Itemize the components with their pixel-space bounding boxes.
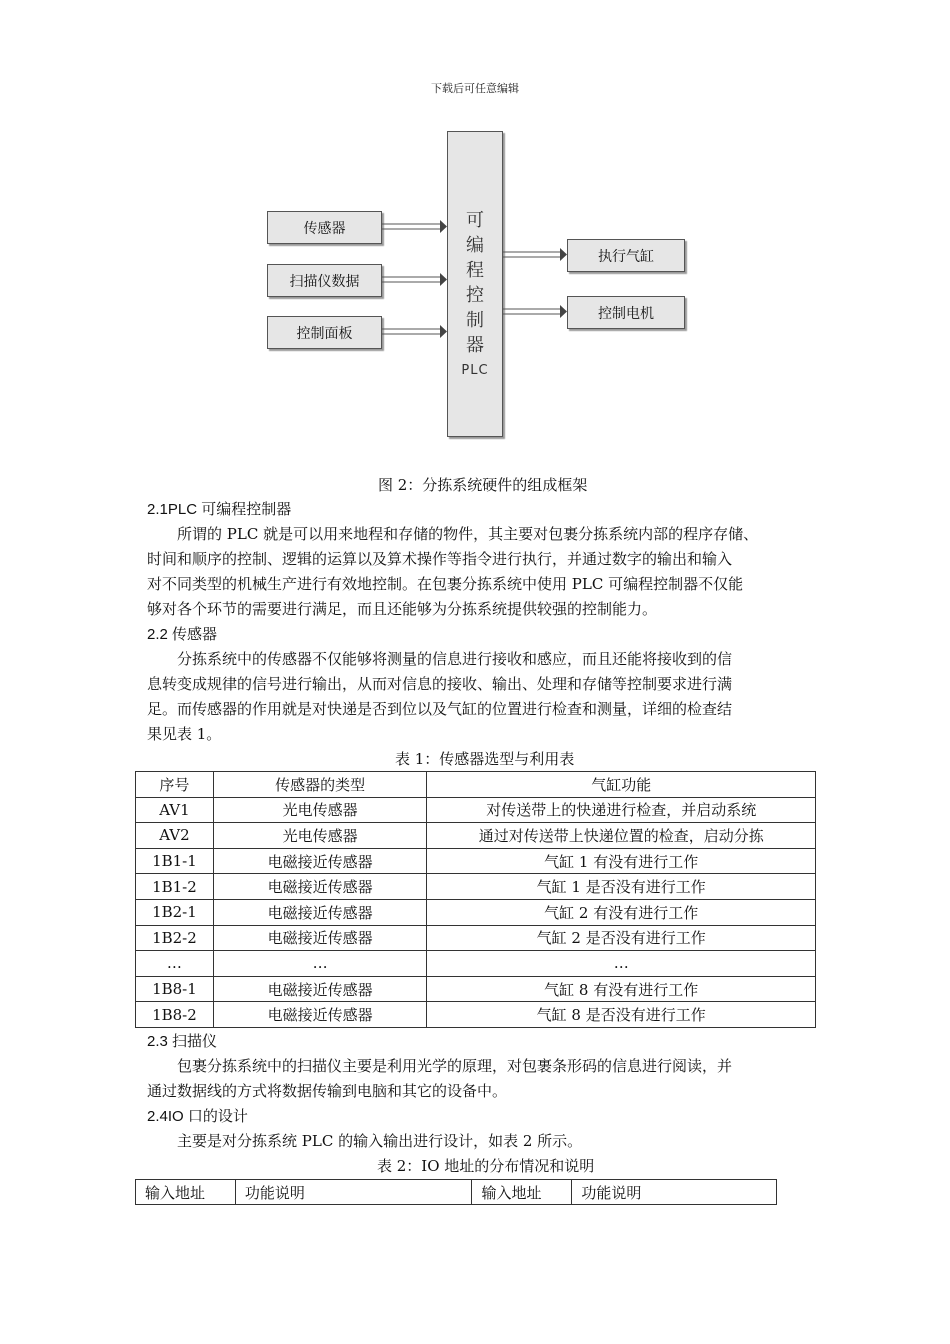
table-cell: 气缸 1 是否没有进行工作 xyxy=(427,874,816,900)
arrow-scanner xyxy=(382,277,441,282)
table-cell: 气缸 2 是否没有进行工作 xyxy=(427,925,816,951)
table-header-row xyxy=(136,1180,777,1205)
input-box-scanner: 扫描仪数据 xyxy=(267,264,382,297)
plc-char: 可 xyxy=(466,210,484,231)
table-cell: 1B8-2 xyxy=(136,1002,214,1028)
diagram-arrows xyxy=(0,0,950,460)
paragraph-line: 分拣系统中的传感器不仅能够将测量的信息进行接收和感应，而且还能将接收到的信 xyxy=(177,650,733,668)
paragraph-line: 果见表 1。 xyxy=(147,725,222,743)
arrow-sensor xyxy=(382,224,441,229)
table-cell: 气缸 1 有没有进行工作 xyxy=(427,848,816,874)
plc-label: PLC xyxy=(461,363,489,378)
table-row xyxy=(136,874,816,900)
section-heading-2-2: 2.2 传感器 xyxy=(147,626,218,643)
table-row xyxy=(136,925,816,951)
output-box-cylinder: 执行气缸 xyxy=(567,239,685,272)
table-cell: … xyxy=(213,951,427,977)
table-row xyxy=(136,899,816,925)
table-cell: 光电传感器 xyxy=(213,823,427,849)
table-cell: 1B8-1 xyxy=(136,976,214,1002)
table-cell: 电磁接近传感器 xyxy=(213,925,427,951)
table-header-cell: 输入地址 xyxy=(136,1180,236,1205)
table-row xyxy=(136,797,816,823)
section-heading-2-1: 2.1PLC 可编程控制器 xyxy=(147,501,292,518)
table-cell: 电磁接近传感器 xyxy=(213,899,427,925)
plc-char: 程 xyxy=(466,260,484,281)
table-cell: 电磁接近传感器 xyxy=(213,976,427,1002)
plc-char: 控 xyxy=(466,285,484,306)
table-cell: 电磁接近传感器 xyxy=(213,1002,427,1028)
table-header-cell: 传感器的类型 xyxy=(213,772,427,798)
sensor-table xyxy=(135,771,816,1028)
paragraph-line: 息转变成规律的信号进行输出，从而对信息的接收、输出、处理和存储等控制要求进行满 xyxy=(147,675,733,693)
table-row xyxy=(136,951,816,977)
page-header: 下载后可任意编辑 xyxy=(431,82,519,95)
table1-caption: 表 1：传感器选型与利用表 xyxy=(395,750,575,768)
paragraph-line: 所谓的 PLC 就是可以用来地程和存储的物件，其主要对包裹分拣系统内部的程序存储、 xyxy=(177,525,759,543)
plc-char: 器 xyxy=(466,335,484,356)
table-header-cell: 输入地址 xyxy=(472,1180,572,1205)
table-header-cell: 功能说明 xyxy=(572,1180,777,1205)
figure-caption: 图 2：分拣系统硬件的组成框架 xyxy=(378,476,588,494)
paragraph-line: 通过数据线的方式将数据传输到电脑和其它的设备中。 xyxy=(147,1082,508,1100)
output-box-motor: 控制电机 xyxy=(567,296,685,329)
table-cell: 1B1-1 xyxy=(136,848,214,874)
arrow-control-panel xyxy=(382,329,441,334)
table-cell: 对传送带上的快递进行检查，并启动系统 xyxy=(427,797,816,823)
table-cell: 气缸 2 有没有进行工作 xyxy=(427,899,816,925)
io-table xyxy=(135,1179,777,1205)
table-row xyxy=(136,823,816,849)
table2-caption: 表 2：IO 地址的分布情况和说明 xyxy=(377,1157,595,1175)
paragraph-line: 对不同类型的机械生产进行有效地控制。在包裹分拣系统中使用 PLC 可编程控制器不仅能 xyxy=(147,575,744,593)
arrow-motor xyxy=(503,309,561,314)
plc-char: 制 xyxy=(466,310,484,331)
section-heading-2-4: 2.4IO 口的设计 xyxy=(147,1108,248,1125)
paragraph-line: 足。而传感器的作用就是对快递是否到位以及气缸的位置进行检查和测量，详细的检查结 xyxy=(147,700,733,718)
paragraph-line: 时间和顺序的控制、逻辑的运算以及算术操作等指令进行执行，并通过数字的输出和输入 xyxy=(147,550,733,568)
table-cell: 1B2-1 xyxy=(136,899,214,925)
table-cell: 电磁接近传感器 xyxy=(213,848,427,874)
table-cell: 通过对传送带上快递位置的检查，启动分拣 xyxy=(427,823,816,849)
table-cell: 气缸 8 有没有进行工作 xyxy=(427,976,816,1002)
table-cell: AV1 xyxy=(136,797,214,823)
plc-char: 编 xyxy=(466,235,484,256)
table-cell: 气缸 8 是否没有进行工作 xyxy=(427,1002,816,1028)
table-cell: AV2 xyxy=(136,823,214,849)
table-cell: 1B2-2 xyxy=(136,925,214,951)
table-header-cell: 功能说明 xyxy=(235,1180,472,1205)
table-row xyxy=(136,848,816,874)
paragraph-line: 够对各个环节的需要进行满足，而且还能够为分拣系统提供较强的控制能力。 xyxy=(147,600,658,618)
input-box-sensor: 传感器 xyxy=(267,211,382,244)
paragraph-line: 主要是对分拣系统 PLC 的输入输出进行设计，如表 2 所示。 xyxy=(177,1132,583,1150)
input-box-control-panel: 控制面板 xyxy=(267,316,382,349)
table-cell: 1B1-2 xyxy=(136,874,214,900)
table-cell: 电磁接近传感器 xyxy=(213,874,427,900)
table-header-cell: 序号 xyxy=(136,772,214,798)
table-row xyxy=(136,1002,816,1028)
arrow-cylinder xyxy=(503,252,561,257)
section-heading-2-3: 2.3 扫描仪 xyxy=(147,1033,218,1050)
table-cell: … xyxy=(136,951,214,977)
table-row xyxy=(136,976,816,1002)
table-cell: … xyxy=(427,951,816,977)
paragraph-line: 包裹分拣系统中的扫描仪主要是利用光学的原理，对包裹条形码的信息进行阅读，并 xyxy=(177,1057,733,1075)
table-cell: 光电传感器 xyxy=(213,797,427,823)
table-header-row xyxy=(136,772,816,798)
table-header-cell: 气缸功能 xyxy=(427,772,816,798)
